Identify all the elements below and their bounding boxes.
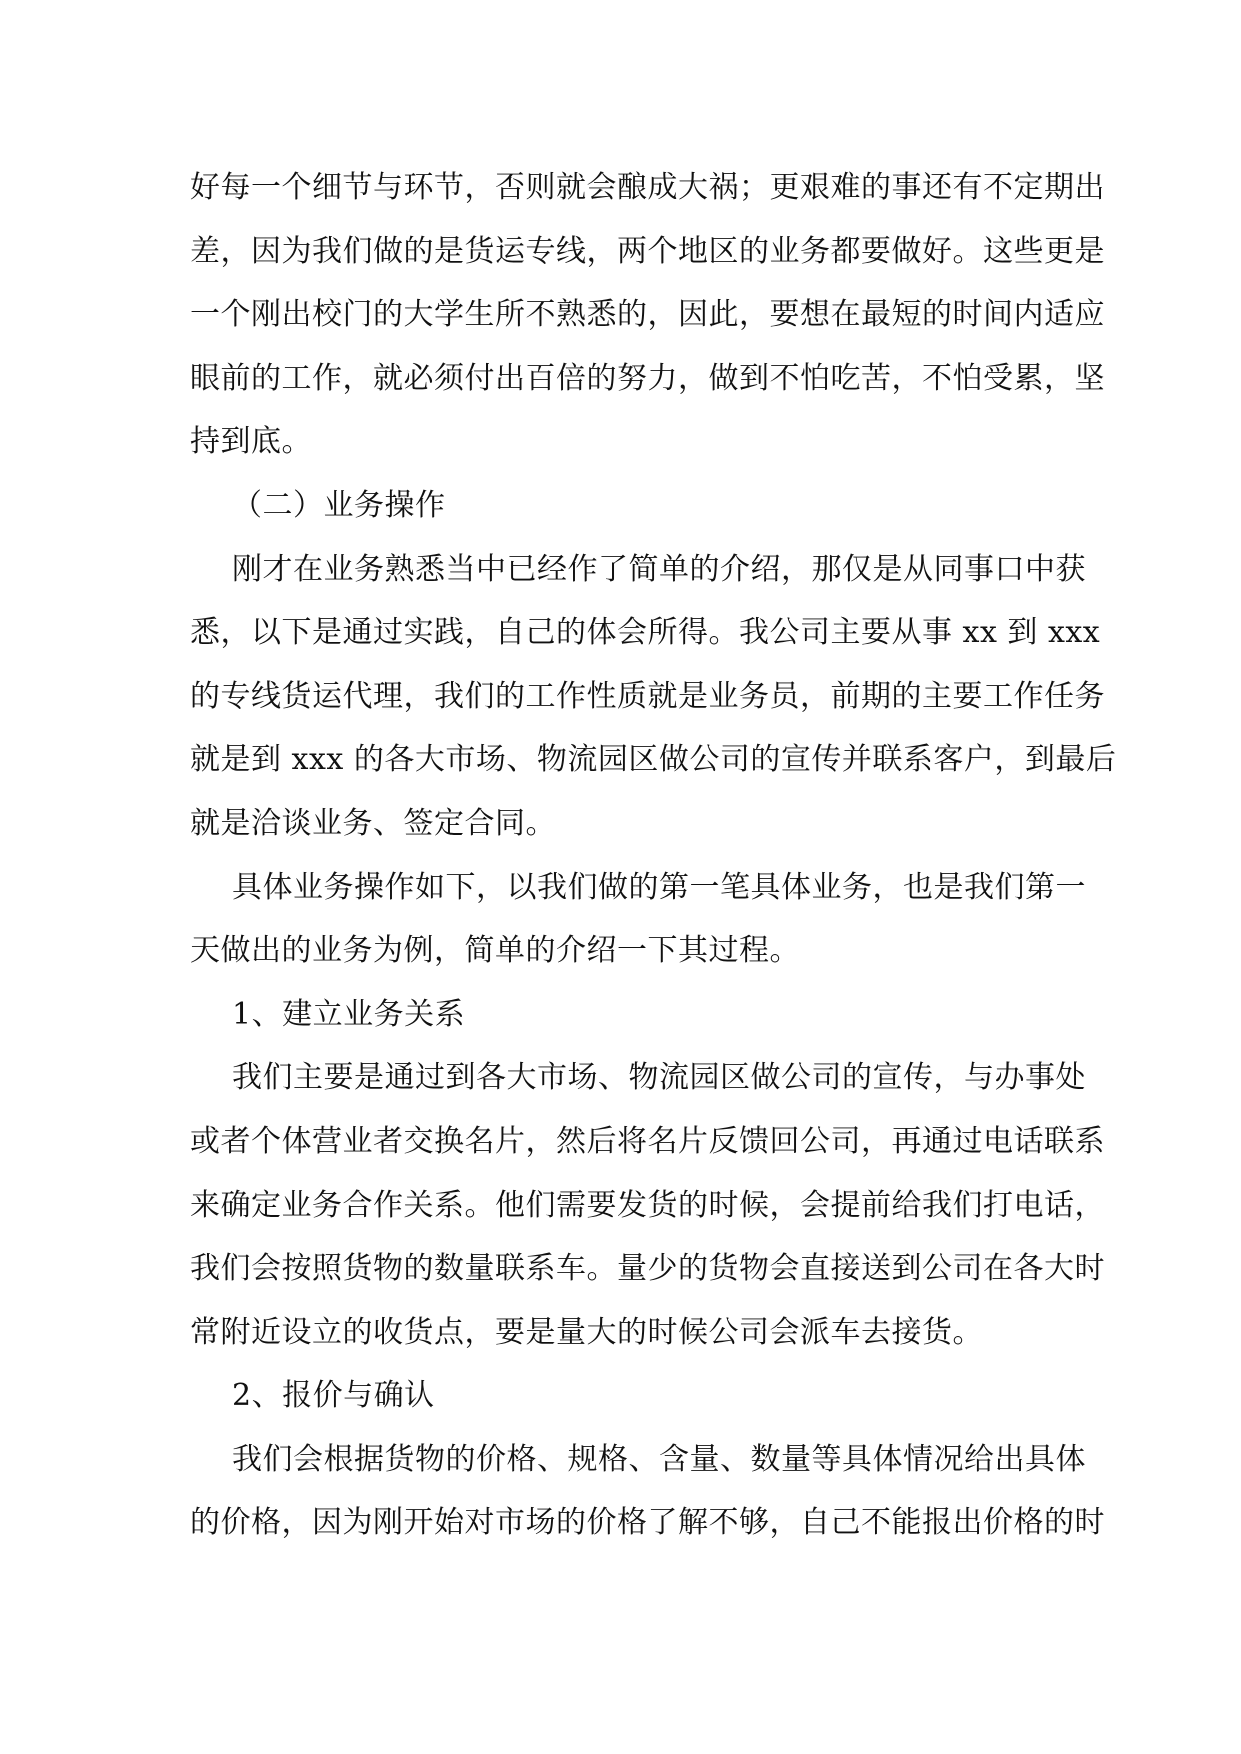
paragraph-line: 好每一个细节与环节，否则就会酿成大祸；更艰难的事还有不定期出 [190,170,1105,205]
document-body [190,156,1117,1555]
section-heading: （二）业务操作 [232,487,446,523]
paragraph-line: 就是洽谈业务、签定合同。 [190,805,556,841]
paragraph-line: 我们会根据货物的价格、规格、含量、数量等具体情况给出具体 [232,1441,1086,1477]
paragraph-line: 我们会按照货物的数量联系车。量少的货物会直接送到公司在各大时 [190,1251,1105,1287]
paragraph-line: 持到底。 [190,424,312,460]
paragraph-line: 就是到 xxx 的各大市场、物流园区做公司的宣传并联系客户，到最后 [190,742,1117,778]
paragraph-line: 的价格，因为刚开始对市场的价格了解不够，自己不能报出价格的时 [190,1505,1105,1541]
paragraph-line: 我们主要是通过到各大市场、物流园区做公司的宣传，与办事处 [232,1060,1086,1096]
paragraph-line: 天做出的业务为例，简单的介绍一下其过程。 [190,933,800,969]
paragraph-line: 或者个体营业者交换名片，然后将名片反馈回公司，再通过电话联系 [190,1123,1105,1159]
paragraph-line: 刚才在业务熟悉当中已经作了简单的介绍，那仅是从同事口中获 [232,551,1086,587]
subsection-heading: 1、建立业务关系 [232,996,466,1032]
paragraph-line: 的专线货运代理，我们的工作性质就是业务员，前期的主要工作任务 [190,678,1105,714]
paragraph-line: 具体业务操作如下，以我们做的第一笔具体业务，也是我们第一 [232,869,1086,905]
paragraph-line: 差，因为我们做的是货运专线，两个地区的业务都要做好。这些更是 [190,233,1105,269]
paragraph-line: 悉，以下是通过实践，自己的体会所得。我公司主要从事 xx 到 xxx [190,615,1101,651]
paragraph-line: 常附近设立的收货点，要是量大的时候公司会派车去接货。 [190,1314,983,1350]
paragraph-line: 来确定业务合作关系。他们需要发货的时候，会提前给我们打电话， [190,1187,1105,1223]
subsection-heading: 2、报价与确认 [232,1378,435,1414]
paragraph-line: 一个刚出校门的大学生所不熟悉的，因此，要想在最短的时间内适应 [190,297,1105,333]
paragraph-line: 眼前的工作，就必须付出百倍的努力，做到不怕吃苦，不怕受累，坚 [190,360,1105,396]
